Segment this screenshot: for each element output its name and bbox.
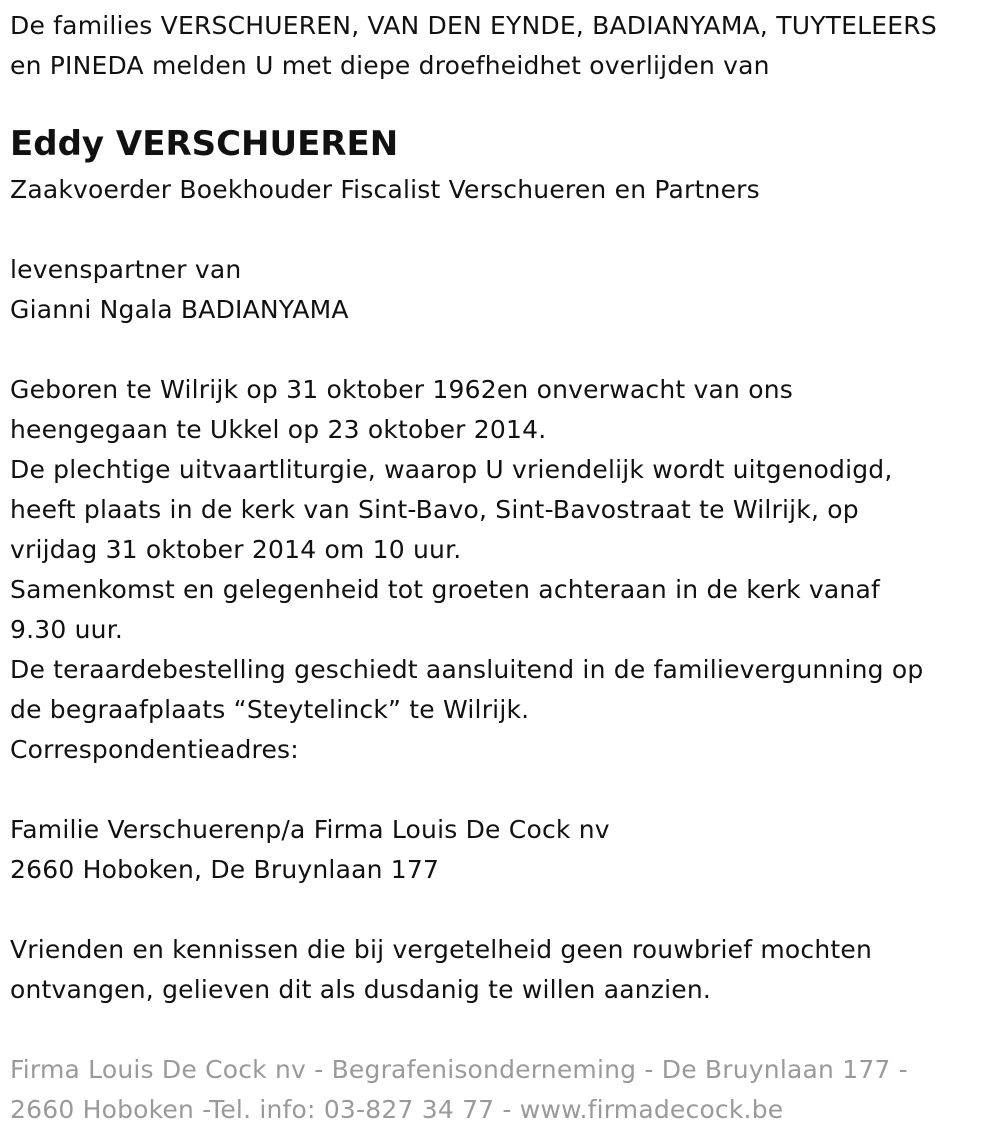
deceased-name: Eddy VERSCHUEREN bbox=[10, 124, 399, 164]
partner-name: Gianni Ngala BADIANYAMA bbox=[10, 295, 349, 324]
closing-line: Vrienden en kennissen die bij vergetelheid geen rouwbrief mochten bbox=[10, 935, 873, 964]
footer-line: 2660 Hoboken -Tel. info: 03-827 34 77 - www.firmadecock.be bbox=[10, 1095, 784, 1124]
details-line: heeft plaats in de kerk van Sint-Bavo, Sint-Bavostraat te Wilrijk, op bbox=[10, 495, 859, 524]
address-line: Familie Verschuerenp/a Firma Louis De Cock nv bbox=[10, 815, 610, 844]
occupation: Zaakvoerder Boekhouder Fiscalist Verschueren en Partners bbox=[10, 175, 760, 204]
details-line: Samenkomst en gelegenheid tot groeten achteraan in de kerk vanaf bbox=[10, 575, 880, 604]
closing-line: ontvangen, gelieven dit als dusdanig te willen aanzien. bbox=[10, 975, 712, 1004]
partner-label: levenspartner van bbox=[10, 255, 242, 284]
correspondence-address bbox=[10, 810, 990, 890]
details-line: De plechtige uitvaartliturgie, waarop U vriendelijk wordt uitgenodigd, bbox=[10, 455, 893, 484]
details-line: vrijdag 31 oktober 2014 om 10 uur. bbox=[10, 535, 462, 564]
spacer bbox=[10, 210, 990, 250]
details-line: De teraardebestelling geschiedt aansluitend in de familievergunning op bbox=[10, 655, 924, 684]
correspondence-label: Correspondentieadres: bbox=[10, 735, 299, 764]
closing-text bbox=[10, 930, 990, 1010]
death-notice bbox=[10, 6, 990, 1130]
intro-line: De families VERSCHUEREN, VAN DEN EYNDE, BADIANYAMA, TUYTELEERS bbox=[10, 11, 937, 40]
funeral-details bbox=[10, 370, 990, 770]
spacer bbox=[10, 1010, 990, 1050]
funeral-home-footer bbox=[10, 1050, 990, 1130]
details-line: Geboren te Wilrijk op 31 oktober 1962en onverwacht van ons bbox=[10, 375, 793, 404]
spacer bbox=[10, 770, 990, 810]
details-line: heengegaan te Ukkel op 23 oktober 2014. bbox=[10, 415, 547, 444]
details-line: de begraafplaats “Steytelinck” te Wilrijk. bbox=[10, 695, 530, 724]
details-line: 9.30 uur. bbox=[10, 615, 124, 644]
partner-block bbox=[10, 250, 990, 330]
footer-line: Firma Louis De Cock nv - Begrafenisonderneming - De Bruynlaan 177 - bbox=[10, 1055, 908, 1084]
intro-line: en PINEDA melden U met diepe droefheidhet overlijden van bbox=[10, 51, 770, 80]
address-line: 2660 Hoboken, De Bruynlaan 177 bbox=[10, 855, 440, 884]
spacer bbox=[10, 330, 990, 370]
intro-text bbox=[10, 6, 990, 86]
spacer bbox=[10, 890, 990, 930]
